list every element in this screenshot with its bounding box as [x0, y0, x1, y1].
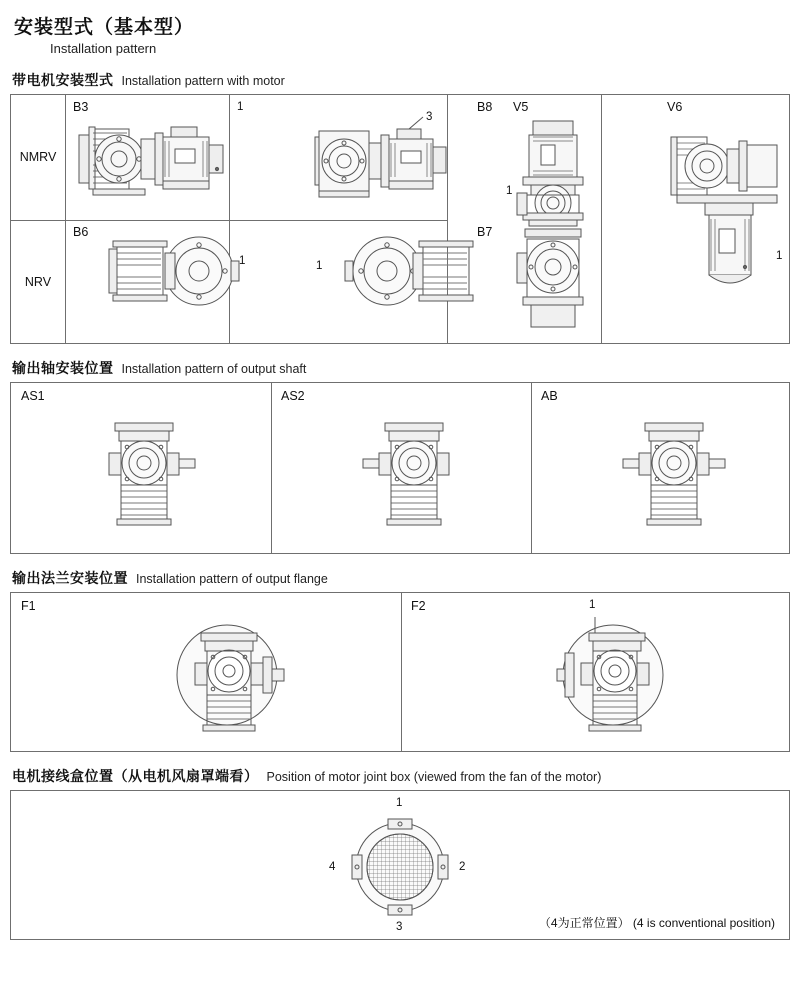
joint-box-position-top: 1: [396, 797, 403, 809]
callout-number-b7: 1: [316, 260, 323, 272]
section-heading-motor: [12, 70, 790, 90]
divider: [271, 383, 272, 553]
output-flange-table: [10, 592, 790, 752]
cell-label-as2: AS2: [281, 389, 305, 403]
page-subtitle: Installation pattern: [50, 41, 157, 56]
cell-label-b3: B3: [73, 100, 89, 114]
section-heading-output-flange-en: Installation pattern of output flange: [136, 572, 328, 586]
page-title: 安装型式（基本型）: [14, 17, 195, 38]
joint-box-position-bottom: 3: [396, 921, 403, 933]
callout-number-f2: 1: [589, 599, 596, 611]
section-heading-joint-box-cn: 电机接线盒位置（从电机风扇罩端看）: [12, 768, 259, 784]
gearbox-drawing-v5: [509, 115, 599, 235]
gearbox-drawing-f2: [539, 615, 689, 745]
output-shaft-table: [10, 382, 790, 554]
cell-label-ab: AB: [541, 389, 558, 403]
cell-label-v5: V5: [513, 100, 529, 114]
cell-label-b8: B8: [477, 100, 493, 114]
motor-pattern-table: [10, 94, 790, 344]
joint-box-note: （4为正常位置） (4 is conventional position): [538, 916, 775, 930]
gearbox-drawing-b8: [305, 113, 455, 213]
divider: [401, 593, 402, 751]
motor-fan-end-diagram: [325, 809, 475, 927]
cell-label-as1: AS1: [21, 389, 45, 403]
section-heading-output-shaft-cn: 输出轴安装位置: [12, 360, 114, 376]
divider: [11, 220, 447, 221]
gearbox-drawing-as1: [85, 413, 215, 533]
gearbox-drawing-v5-lower: [509, 223, 599, 335]
divider: [65, 95, 66, 343]
cell-label-f1: F1: [21, 599, 36, 613]
section-heading-joint-box-en: Position of motor joint box (viewed from the fan of the motor): [266, 770, 602, 784]
callout-number-v5: 1: [506, 185, 513, 197]
divider: [601, 95, 602, 343]
cell-label-f2: F2: [411, 599, 426, 613]
cell-label-b7: B7: [477, 225, 493, 239]
section-heading-output-flange: [12, 568, 790, 588]
divider: [531, 383, 532, 553]
callout-number-b8: 3: [426, 111, 433, 123]
gearbox-drawing-b3: [71, 113, 231, 213]
section-heading-output-shaft-en: Installation pattern of output shaft: [121, 362, 307, 376]
joint-box-table: [10, 790, 790, 940]
row-label-nrv: NRV: [24, 275, 52, 289]
joint-box-position-right: 2: [459, 861, 466, 873]
gearbox-drawing-v6: [661, 119, 791, 329]
callout-number-b6: 1: [239, 255, 246, 267]
section-heading-motor-cn: 带电机安装型式: [12, 72, 114, 88]
cell-label-v6: V6: [667, 100, 683, 114]
callout-number-b3: 1: [237, 101, 244, 113]
gearbox-drawing-as2: [345, 413, 475, 533]
callout-number-v6: 1: [776, 250, 783, 262]
section-heading-joint-box: [12, 766, 790, 786]
section-heading-motor-en: Installation pattern with motor: [121, 74, 285, 88]
gearbox-drawing-b6: [103, 227, 246, 317]
row-label-nmrv: NMRV: [19, 150, 57, 164]
section-heading-output-shaft: [12, 358, 790, 378]
gearbox-drawing-f1: [155, 615, 305, 745]
gearbox-drawing-b7: [329, 227, 479, 317]
section-heading-output-flange-cn: 输出法兰安装位置: [12, 570, 128, 586]
gearbox-drawing-ab: [605, 413, 755, 533]
joint-box-position-left: 4: [329, 861, 336, 873]
cell-label-b6: B6: [73, 225, 89, 239]
